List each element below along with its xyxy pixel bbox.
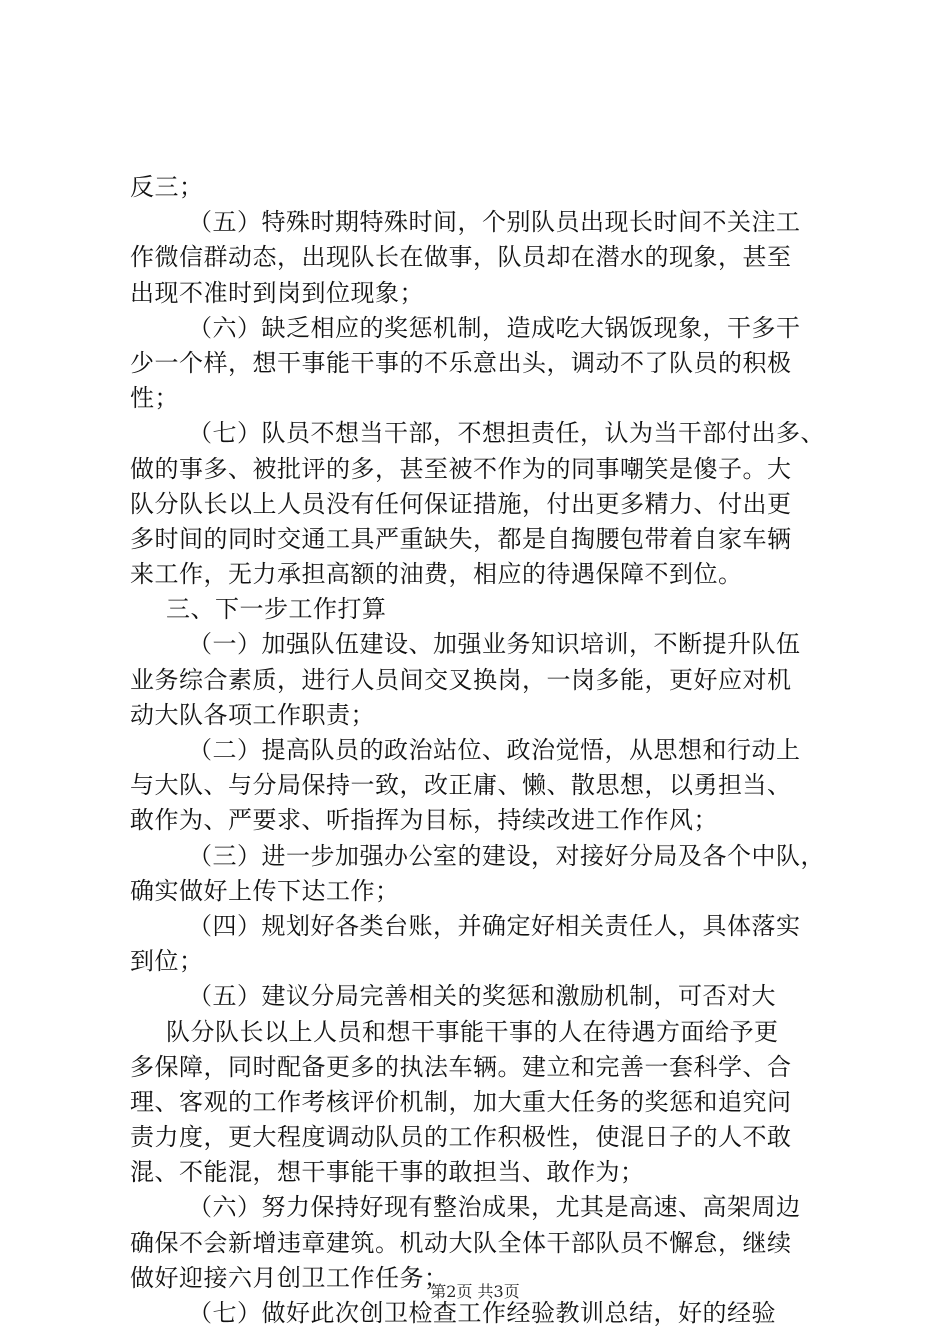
text-line: 反三； <box>130 173 204 201</box>
text-line: 性； <box>130 384 179 413</box>
text-line: 业务综合素质，进行人员间交叉换岗，一岗多能，更好应对机 <box>130 665 792 694</box>
text-line: （五）建议分局完善相关的奖惩和激励机制，可否对大 <box>188 982 776 1011</box>
text-line: 确保不会新增违章建筑。机动大队全体干部队员不懈怠，继续 <box>130 1228 792 1257</box>
text-line: （四）规划好各类台账，并确定好相关责任人，具体落实 <box>188 911 801 940</box>
text-line: 责力度，更大程度调动队员的工作积极性，使混日子的人不敢 <box>130 1123 792 1152</box>
text-line: （六）努力保持好现有整治成果，尤其是高速、高架周边 <box>188 1193 801 1222</box>
text-line: 多时间的同时交通工具严重缺失，都是自掏腰包带着自家车辆 <box>130 524 792 553</box>
page-number: 第2页 共3页 <box>430 1282 520 1301</box>
text-line: （一）加强队伍建设、加强业务知识培训，不断提升队伍 <box>188 630 801 659</box>
text-line: 少一个样，想干事能干事的不乐意出头，调动不了队员的积极 <box>130 348 792 377</box>
text-line: （六）缺乏相应的奖惩机制，造成吃大锅饭现象，干多干 <box>188 313 801 342</box>
section-heading: 三、下一步工作打算 <box>166 595 387 624</box>
text-line: 多保障，同时配备更多的执法车辆。建立和完善一套科学、合 <box>130 1052 792 1081</box>
text-line: 动大队各项工作职责； <box>130 700 375 729</box>
text-line: （七）做好此次创卫检查工作经验教训总结，好的经验 <box>188 1299 776 1327</box>
text-line: 与大队、与分局保持一致，改正庸、懒、散思想，以勇担当、 <box>130 771 792 800</box>
text-line: 确实做好上传下达工作； <box>130 876 400 905</box>
text-line: 来工作，无力承担高额的油费，相应的待遇保障不到位。 <box>130 560 743 589</box>
document-body <box>130 170 830 1331</box>
text-line: 做好迎接六月创卫工作任务； <box>130 1263 449 1292</box>
text-line: 做的事多、被批评的多，甚至被不作为的同事嘲笑是傻子。大 <box>130 454 792 483</box>
text-line: 理、客观的工作考核评价机制，加大重大任务的奖惩和追究问 <box>130 1087 792 1116</box>
text-line: 敢作为、严要求、听指挥为目标，持续改进工作作风； <box>130 806 718 835</box>
text-line: （七）队员不想当干部，不想担责任，认为当干部付出多、 <box>188 419 825 448</box>
text-line: 出现不准时到岗到位现象； <box>130 278 424 307</box>
text-line: （三）进一步加强办公室的建设，对接好分局及各个中队， <box>188 841 825 870</box>
text-line: 队分队长以上人员没有任何保证措施，付出更多精力、付出更 <box>130 489 792 518</box>
text-line: 作微信群动态，出现队长在做事，队员却在潜水的现象，甚至 <box>130 243 792 272</box>
text-line: （五）特殊时期特殊时间，个别队员出现长时间不关注工 <box>188 208 801 237</box>
text-line: 混、不能混，想干事能干事的敢担当、敢作为； <box>130 1158 645 1187</box>
text-line: 到位； <box>130 947 204 976</box>
text-line: （二）提高队员的政治站位、政治觉悟，从思想和行动上 <box>188 736 801 764</box>
text-line: 队分队长以上人员和想干事能干事的人在待遇方面给予更 <box>166 1017 779 1046</box>
